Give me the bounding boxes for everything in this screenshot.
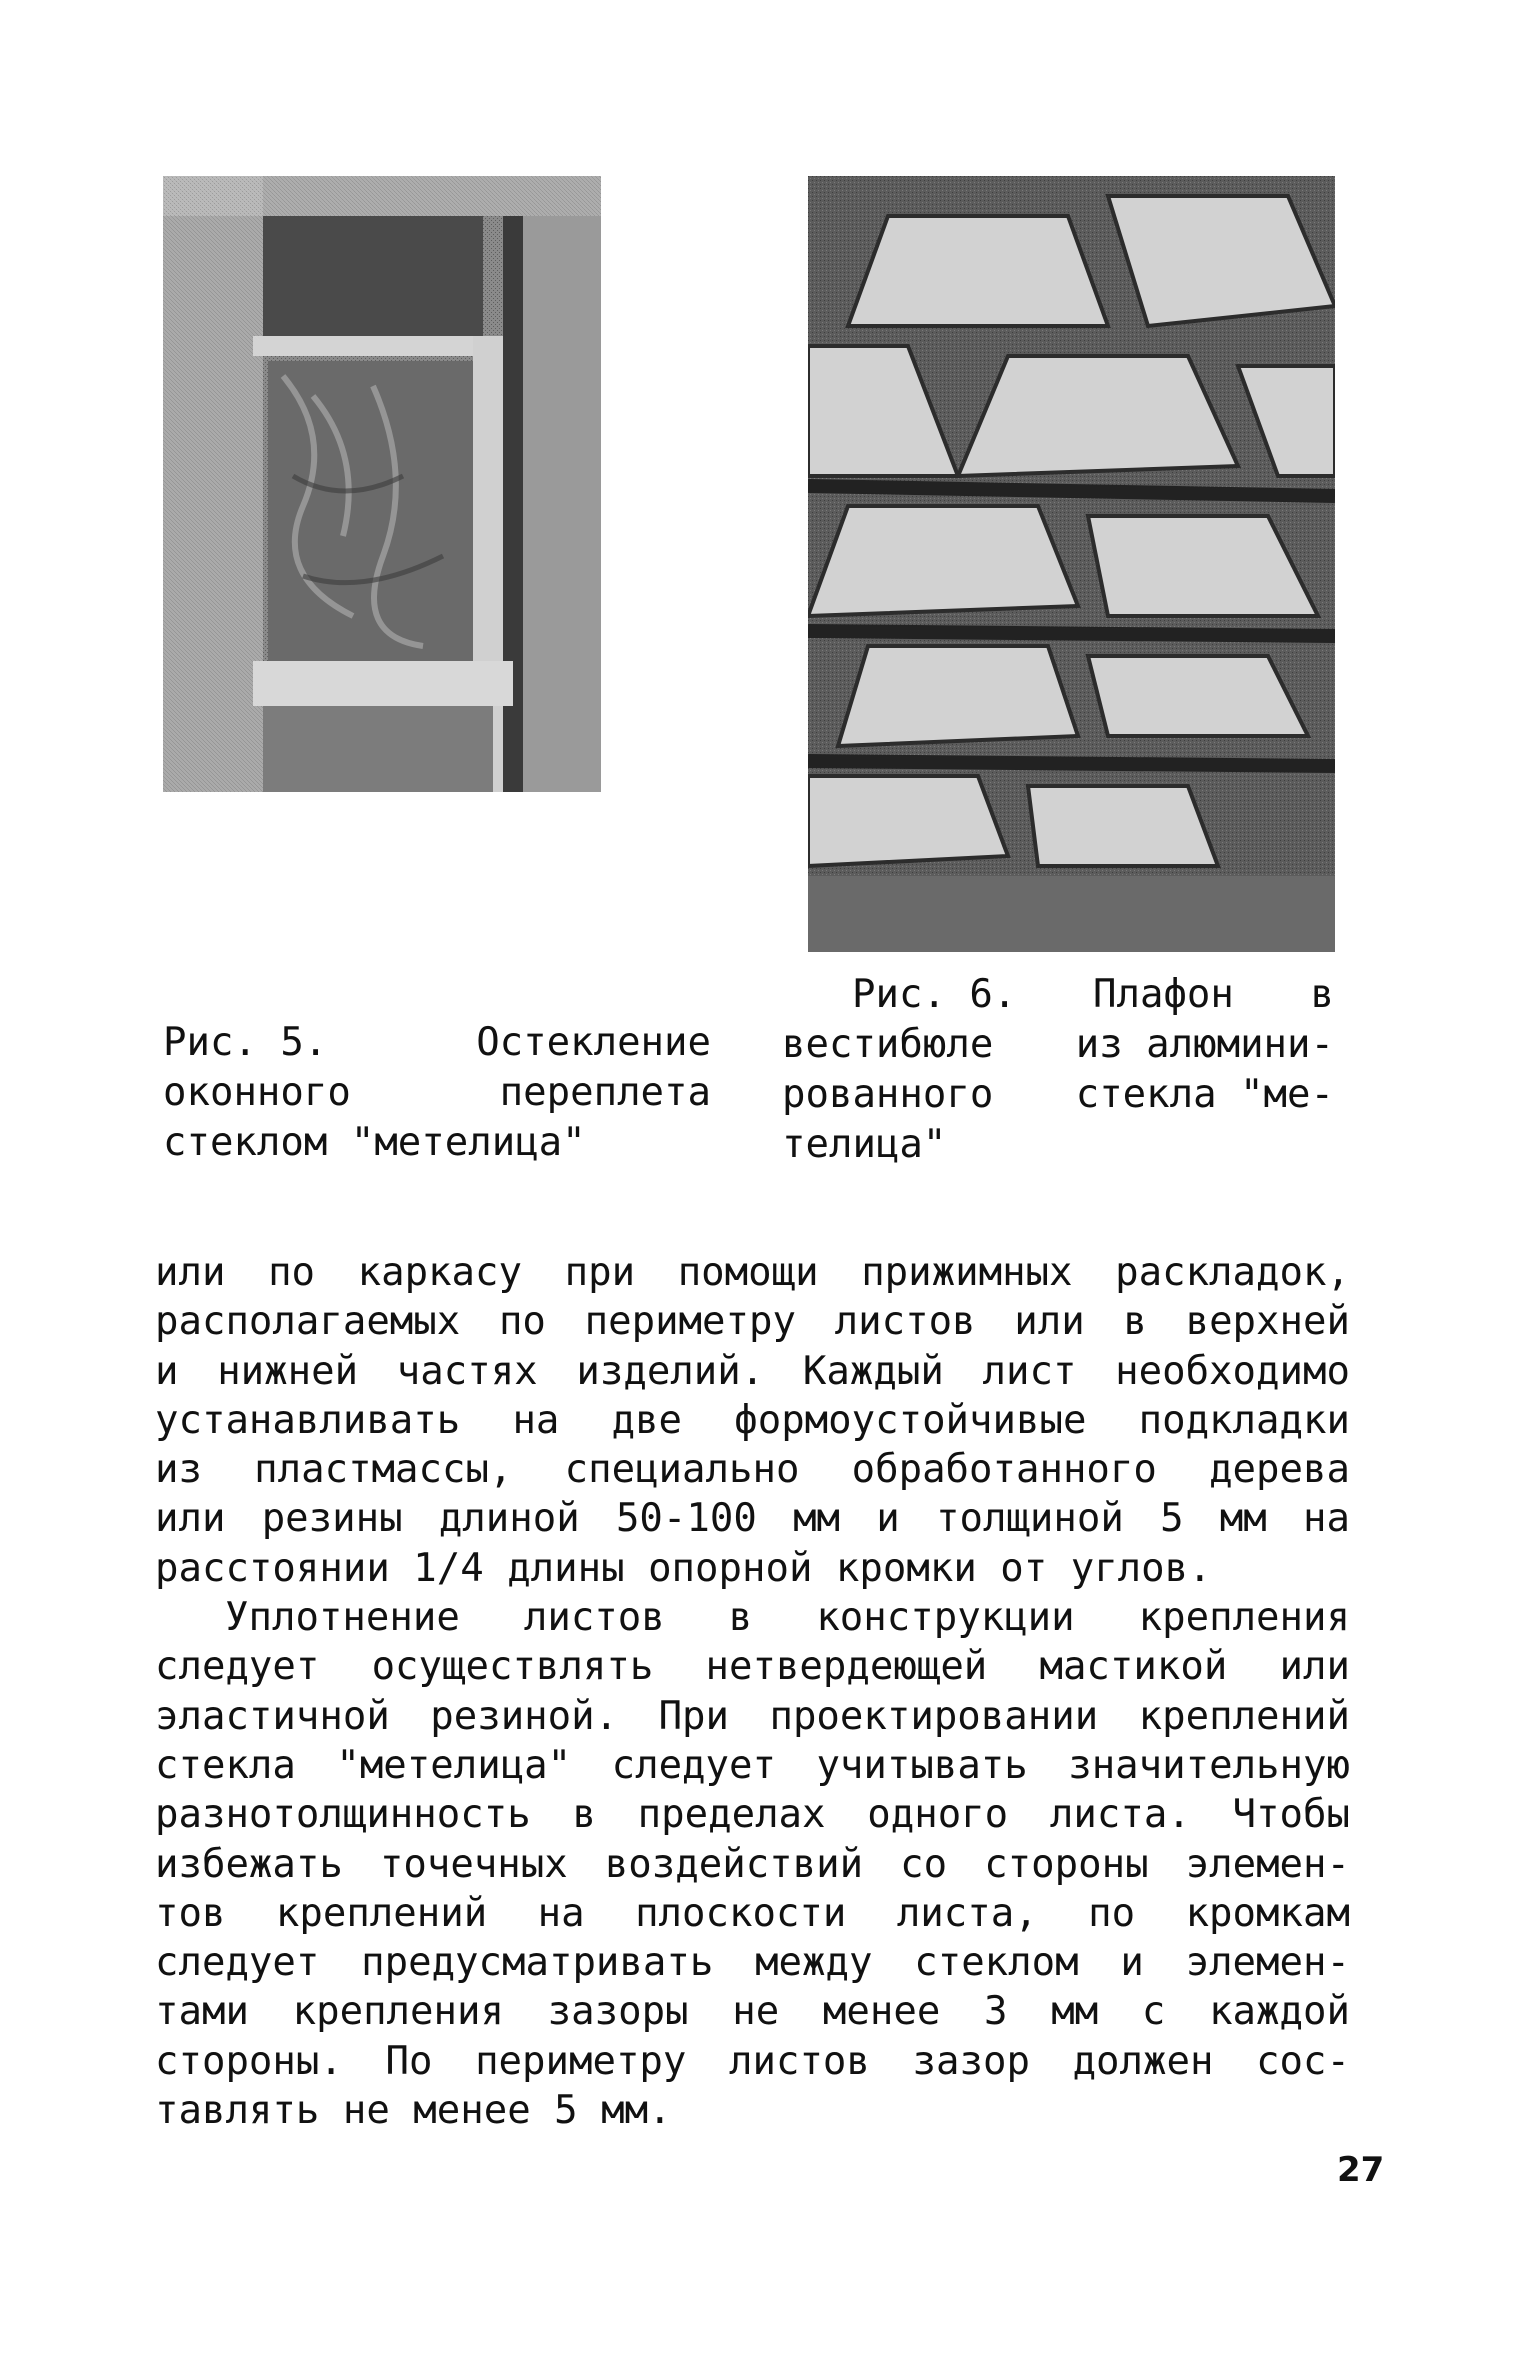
text-word: в: [572, 1792, 596, 1838]
text-word: следует: [611, 1742, 776, 1788]
text-word: раскладок,: [1115, 1250, 1350, 1295]
caption-line: [163, 1118, 711, 1168]
text-word: Чтобы: [1232, 1792, 1350, 1838]
text-word: плоскости: [635, 1890, 847, 1936]
text-line: [155, 1741, 1350, 1790]
text-word: предусматривать: [361, 1940, 714, 1986]
page-number: 27: [1337, 2150, 1385, 2190]
caption-line: [782, 1020, 1334, 1070]
text-line: [155, 1692, 1350, 1741]
text-line: [155, 1938, 1350, 1987]
text-word: между: [755, 1940, 873, 1986]
figure-6-image: [808, 176, 1335, 952]
text-word: разнотолщинность: [155, 1792, 531, 1838]
caption-word: переплета: [499, 1070, 711, 1115]
text-word: не: [732, 1989, 780, 2035]
figure-6-photo: [808, 176, 1335, 952]
text-word: с: [1141, 1989, 1166, 2035]
text-word: креплений: [1138, 1693, 1350, 1739]
text-word: тов: [155, 1890, 226, 1936]
text-word: 3: [984, 1989, 1008, 2035]
text-word: в: [728, 1595, 753, 1641]
text-word: По: [385, 2038, 433, 2084]
text-word: резиной.: [430, 1693, 619, 1739]
figure-5-photo: [163, 176, 601, 792]
text-word: мм: [793, 1496, 841, 1542]
text-word: тавлять не менее 5 мм.: [155, 2088, 672, 2134]
text-word: пределах: [637, 1792, 826, 1838]
text-line: [155, 1987, 1350, 2036]
caption-line: [163, 1018, 711, 1068]
text-word: со: [900, 1841, 948, 1887]
text-line: [155, 1642, 1350, 1691]
text-word: конструкции: [816, 1595, 1075, 1641]
text-word: обработанного: [851, 1447, 1157, 1493]
text-word: резины: [261, 1496, 403, 1542]
text-line: [155, 1445, 1350, 1494]
body-text: [155, 1248, 1350, 2135]
text-word: подкладки: [1138, 1397, 1350, 1443]
text-word: нетвердеющей: [705, 1644, 988, 1690]
text-word: элемен-: [1185, 1841, 1350, 1887]
text-word: учитывать: [816, 1742, 1028, 1788]
text-word: две: [611, 1397, 683, 1443]
text-word: 5: [1160, 1496, 1184, 1542]
text-word: стороны.: [155, 2038, 343, 2084]
text-line: [155, 1396, 1350, 1445]
caption-word: Остекление: [476, 1020, 711, 1065]
text-line: [155, 1494, 1350, 1543]
text-word: стеклом: [914, 1940, 1079, 1986]
text-word: проектировании: [769, 1693, 1099, 1739]
text-word: стороны: [984, 1841, 1149, 1887]
text-word: или: [155, 1496, 226, 1542]
caption-word: вестибюле: [782, 1022, 994, 1067]
text-word: прижимных: [861, 1250, 1073, 1295]
text-word: стекла: [155, 1742, 296, 1788]
text-line: [155, 1297, 1350, 1346]
caption-word: оконного: [163, 1070, 351, 1115]
text-word: по: [498, 1299, 546, 1345]
text-word: одного: [867, 1792, 1009, 1838]
caption-line: [163, 1068, 711, 1118]
text-word: зазор: [912, 2038, 1030, 2084]
text-line: [155, 1840, 1350, 1889]
text-line: [155, 2086, 1350, 2135]
text-word: расстоянии 1/4 длины опорной кромки от углов.: [155, 1545, 1212, 1591]
caption-word: стекла "ме-: [1075, 1072, 1334, 1117]
figure-5-image: [163, 176, 601, 792]
text-word: крепления: [292, 1989, 504, 2035]
text-word: избежать: [155, 1841, 343, 1887]
text-word: "метелица": [336, 1742, 572, 1788]
text-word: листа.: [1049, 1792, 1191, 1838]
text-word: или: [155, 1250, 226, 1295]
caption-word: Плафон: [1093, 972, 1234, 1017]
text-word: кромкам: [1185, 1890, 1350, 1936]
text-word: точечных: [379, 1841, 568, 1887]
text-word: специально: [564, 1447, 800, 1493]
caption-line: [782, 1070, 1334, 1120]
text-line: [155, 1889, 1350, 1938]
text-word: устанавливать: [155, 1397, 461, 1443]
text-word: на: [512, 1397, 560, 1443]
text-word: по: [1088, 1890, 1136, 1936]
text-line: [155, 1248, 1350, 1297]
text-line: [155, 1347, 1350, 1396]
text-line: [155, 1544, 1350, 1593]
text-line: [155, 1790, 1350, 1839]
text-word: 50-100: [615, 1496, 757, 1542]
text-word: длиной: [438, 1496, 580, 1542]
text-word: листов: [834, 1299, 976, 1345]
figure-5-caption: [163, 1018, 711, 1168]
text-word: значительную: [1068, 1742, 1350, 1788]
text-word: на: [537, 1890, 585, 1936]
text-word: и: [876, 1496, 900, 1542]
paragraph: [155, 1248, 1350, 1593]
text-word: или: [1279, 1644, 1350, 1690]
text-word: в: [1123, 1299, 1147, 1345]
text-word: по: [268, 1250, 316, 1295]
text-word: мастикой: [1039, 1644, 1228, 1690]
text-word: на: [1302, 1496, 1350, 1542]
text-word: При: [658, 1693, 730, 1739]
text-word: располагаемых: [155, 1299, 461, 1345]
text-word: зазоры: [547, 1989, 689, 2035]
text-word: осуществлять: [371, 1644, 654, 1690]
text-line: [155, 2037, 1350, 2086]
text-word: Каждый: [802, 1348, 944, 1394]
caption-word: стеклом "метелица": [163, 1120, 586, 1165]
caption-word: Рис. 6.: [852, 972, 1017, 1017]
text-word: формоустойчивые: [734, 1397, 1087, 1443]
text-word: должен: [1072, 2038, 1214, 2084]
text-word: следует: [155, 1940, 320, 1986]
caption-word: в: [1310, 972, 1334, 1017]
text-word: мм: [1051, 1989, 1099, 2035]
text-word: толщиной: [935, 1496, 1124, 1542]
text-word: листа,: [896, 1890, 1038, 1936]
text-word: изделий.: [576, 1348, 765, 1394]
text-word: и: [1120, 1940, 1144, 1986]
text-word: необходимо: [1115, 1348, 1350, 1394]
text-word: следует: [155, 1644, 320, 1690]
figure-6-caption: [782, 970, 1334, 1170]
text-word: крепления: [1138, 1595, 1350, 1641]
paragraph: [155, 1593, 1350, 2135]
text-word: при: [564, 1250, 636, 1295]
text-word: дерева: [1209, 1447, 1350, 1493]
text-word: сос-: [1256, 2038, 1350, 2084]
text-word: Уплотнение: [225, 1595, 460, 1641]
text-word: воздействий: [604, 1841, 864, 1887]
text-line: [155, 1593, 1350, 1642]
text-word: тами: [155, 1989, 249, 2035]
text-word: частях: [396, 1348, 538, 1394]
caption-word: рованного: [782, 1072, 994, 1117]
text-word: помощи: [677, 1250, 819, 1295]
caption-word: Рис. 5.: [163, 1020, 328, 1065]
caption-line: [782, 1120, 1334, 1170]
text-word: периметру: [584, 1299, 796, 1345]
text-word: элемен-: [1185, 1940, 1350, 1986]
text-word: листов: [523, 1595, 665, 1641]
text-word: лист: [982, 1348, 1077, 1394]
text-word: из: [155, 1447, 202, 1493]
text-word: эластичной: [155, 1693, 390, 1739]
text-word: и: [155, 1348, 179, 1394]
text-word: каркасу: [357, 1250, 523, 1295]
text-word: менее: [822, 1989, 941, 2035]
text-word: нижней: [217, 1348, 359, 1394]
text-word: периметру: [475, 2038, 687, 2084]
caption-word: телица": [782, 1122, 947, 1167]
text-word: листов: [729, 2038, 870, 2084]
text-word: верхней: [1185, 1299, 1350, 1345]
caption-line: [782, 970, 1334, 1020]
text-word: или: [1014, 1299, 1085, 1345]
text-word: каждой: [1209, 1989, 1350, 2035]
text-word: мм: [1219, 1496, 1267, 1542]
text-word: пластмассы,: [254, 1447, 513, 1493]
caption-word: из алюмини-: [1075, 1022, 1334, 1067]
text-word: креплений: [275, 1890, 488, 1936]
